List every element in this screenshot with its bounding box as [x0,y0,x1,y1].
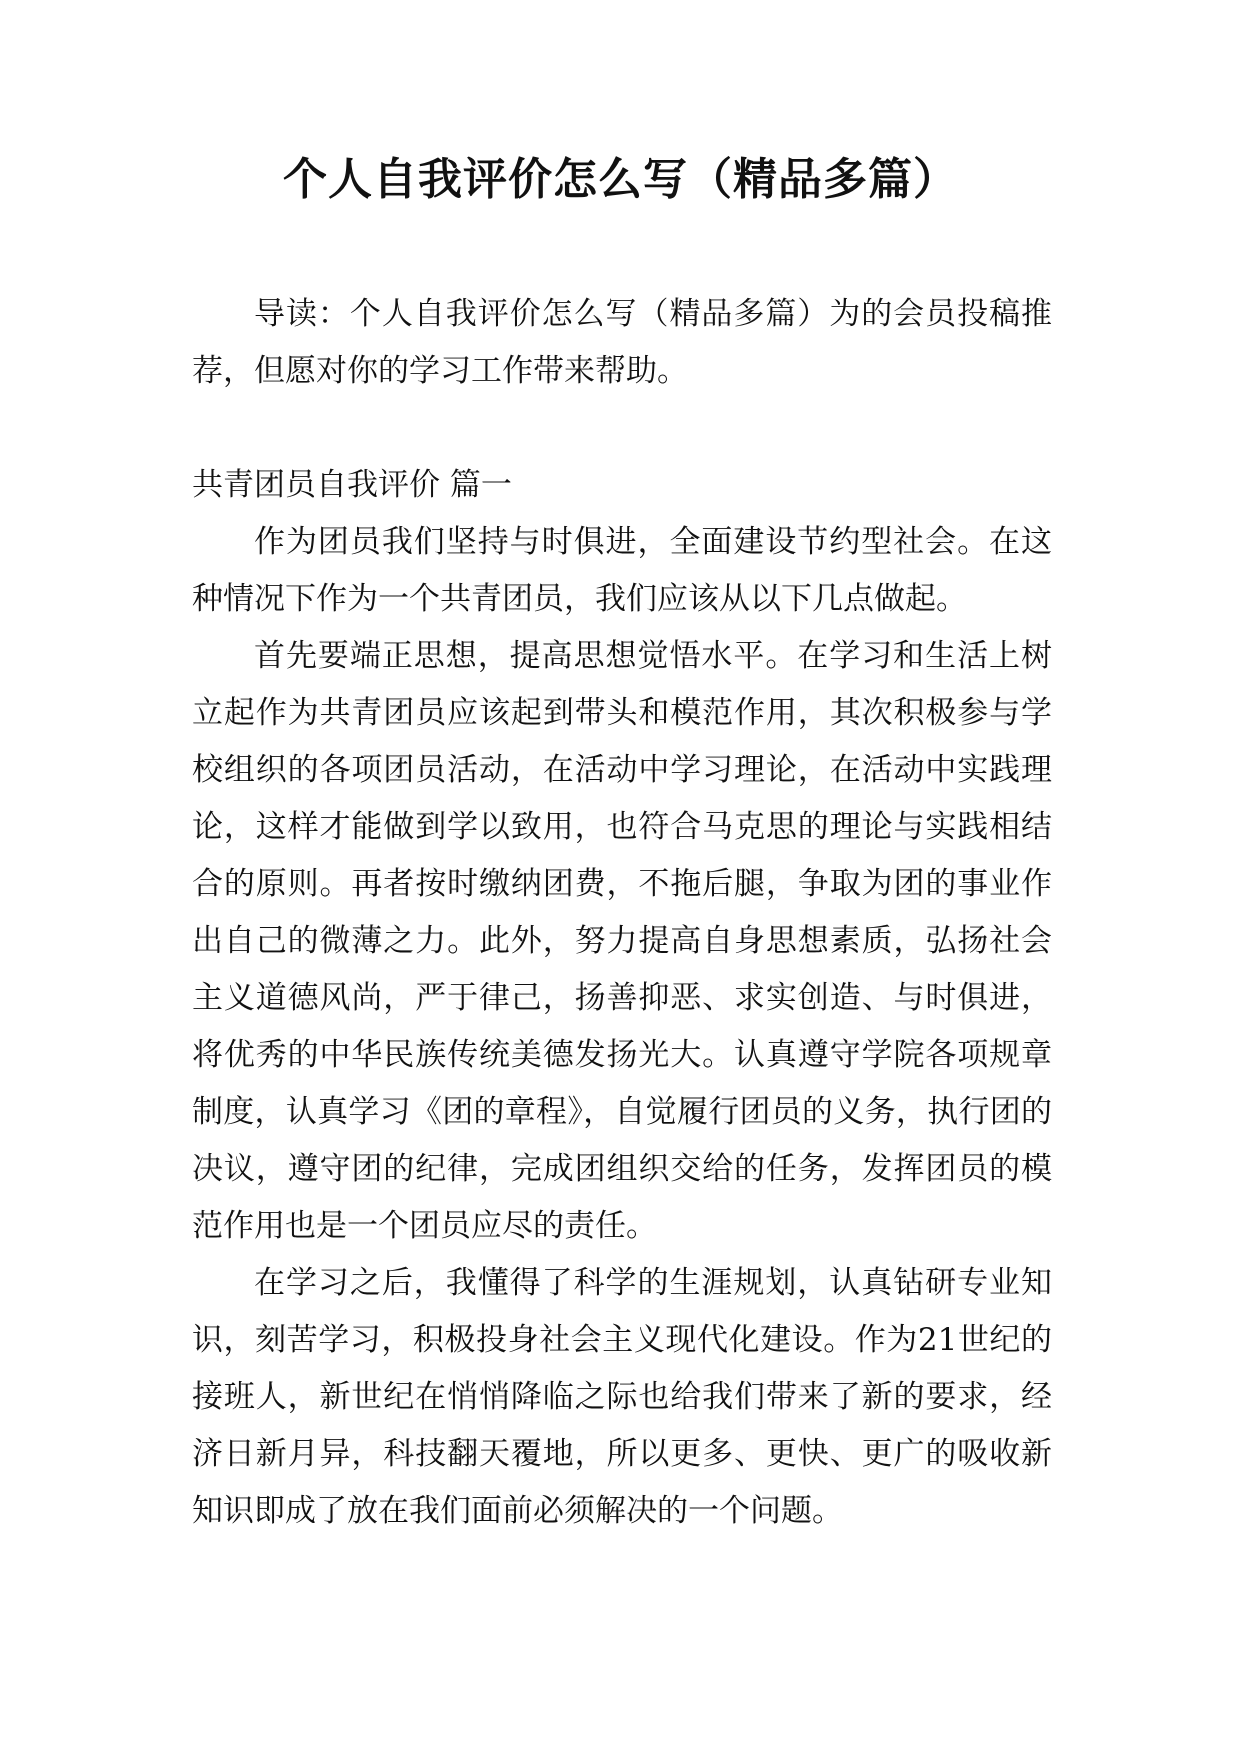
body-paragraph-1: 作为团员我们坚持与时俱进，全面建设节约型社会。在这种情况下作为一个共青团员，我们应该从以下几点做起。 [192,524,1052,617]
document-title: 个人自我评价怎么写（精品多篇） [283,154,958,205]
intro-paragraph: 导读：个人自我评价怎么写（精品多篇）为的会员投稿推荐，但愿对你的学习工作带来帮助。 [192,296,1052,389]
paragraph-spacer [192,400,1052,457]
section-heading: 共青团员自我评价 篇一 [192,467,512,503]
body-paragraph-3: 在学习之后，我懂得了科学的生涯规划，认真钻研专业知识，刻苦学习，积极投身社会主义现代化建设。作为21世纪的接班人，新世纪在悄悄降临之际也给我们带来了新的要求，经济日新月异，科技翻天覆地，所以更多、更快、更广的吸收新知识即成了放在我们面前必须解决的一个问题。 [192,1265,1052,1529]
body-paragraph-2: 首先要端正思想，提高思想觉悟水平。在学习和生活上树立起作为共青团员应该起到带头和模范作用，其次积极参与学校组织的各项团员活动，在活动中学习理论，在活动中实践理论，这样才能做到学以致用，也符合马克思的理论与实践相结合的原则。再者按时缴纳团费，不拖后腿，争取为团的事业作出自己的微薄之力。此外，努力提高自身思想素质，弘扬社会主义道德风尚，严于律己，扬善抑恶、求实创造、与时俱进，将优秀的中华民族传统美德发扬光大。认真遵守学院各项规章制度，认真学习《团的章程》，自觉履行团员的义务，执行团的决议，遵守团的纪律，完成团组织交给的任务，发挥团员的模范作用也是一个团员应尽的责任。 [192,638,1052,1244]
document-body [192,286,1052,1540]
